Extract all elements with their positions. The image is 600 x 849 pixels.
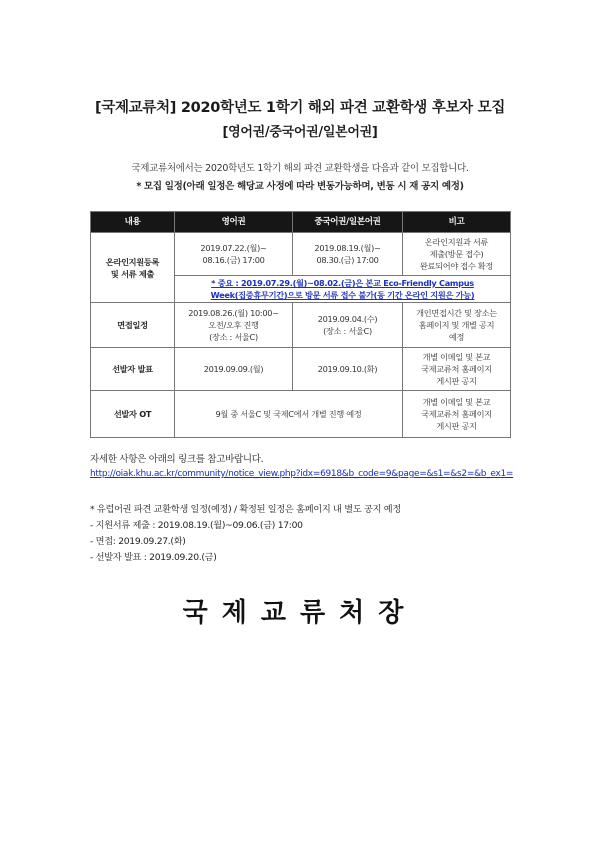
- reference-text: 자세한 사항은 아래의 링크를 참고바랍니다.: [90, 454, 264, 465]
- row-label-ot: 선발자 OT: [91, 391, 175, 438]
- europe-item-documents: - 지원서류 제출 : 2019.08.19.(월)~09.06.(금) 17:00: [90, 520, 303, 531]
- table-row-interview: [91, 303, 511, 348]
- schedule-note: * 모집 일정(아래 일정은 해당교 사정에 따라 변동가능하며, 변동 시 재 공지 예정): [136, 181, 464, 192]
- cell-cjk-application: 2019.08.19.(월)~ 08.30.(금) 17:00: [293, 233, 403, 276]
- page-title: [국제교류처] 2020학년도 1학기 해외 파견 교환학생 후보자 모집: [94, 100, 506, 116]
- cell-remark-application: 온라인지원과 서류 제출(방문 접수) 완료되어야 접수 확정: [403, 233, 511, 276]
- europe-schedule: [90, 502, 530, 566]
- europe-schedule-header: * 유럽어권 파견 교환학생 일정(예정) / 확정된 일정은 홈페이지 내 별도 공지 예정: [90, 504, 401, 515]
- header-chinese-japanese: 중국어권/일본어권: [293, 212, 403, 233]
- header-content: 내용: [91, 212, 175, 233]
- schedule-table: [90, 211, 511, 438]
- row-label-result: 선발자 발표: [91, 348, 175, 391]
- table-row-application: [91, 233, 511, 276]
- europe-item-result: - 선발자 발표 : 2019.09.20.(금): [90, 552, 217, 563]
- cell-cjk-result: 2019.09.10.(화): [293, 348, 403, 391]
- row-label-application: 온라인지원등록 및 서류 제출: [91, 233, 175, 303]
- cell-remark-interview: 개인면접시간 및 장소는 홈페이지 및 개별 공지 예정: [403, 303, 511, 348]
- table-header-row: [91, 212, 511, 233]
- table-row-result: [91, 348, 511, 391]
- row-label-interview: 면접일정: [91, 303, 175, 348]
- cell-remark-result: 개별 이메일 및 본교 국제교류처 홈페이지 게시판 공지: [403, 348, 511, 391]
- cell-english-interview: 2019.08.26.(월) 10:00~ 오전/오후 진행 (장소 : 서울C): [175, 303, 293, 348]
- table-row-ot: [91, 391, 511, 438]
- cell-english-application: 2019.07.22.(월)~ 08.16.(금) 17:00: [175, 233, 293, 276]
- cell-english-result: 2019.09.09.(월): [175, 348, 293, 391]
- header-english: 영어권: [175, 212, 293, 233]
- intro-text: 국제교류처에서는 2020학년도 1학기 해외 파견 교환학생을 다음과 같이 모집합니다.: [131, 163, 469, 174]
- header-remark: 비고: [403, 212, 511, 233]
- cell-cjk-interview: 2019.09.04.(수) (장소 : 서울C): [293, 303, 403, 348]
- europe-item-interview: - 면접: 2019.09.27.(화): [90, 536, 186, 547]
- cell-ot-merged: 9월 중 서울C 및 국제C에서 개별 진행 예정: [175, 391, 403, 438]
- notice-link[interactable]: http://oiak.khu.ac.kr/community/notice_view.php?idx=6918&b_code=9&page=&s1=&s2=&b_ex1=: [90, 469, 514, 479]
- important-notice: * 중요 : 2019.07.29.(월)~08.02.(금)은 본교 Eco-Friendly Campus Week(집중휴무기간)으로 방문 서류 접수 불가(동 기간 온라인 지원은 가능): [175, 276, 511, 303]
- page-subtitle: [영어권/중국어권/일본어권]: [222, 125, 378, 140]
- signature: 국제교류처장: [182, 598, 418, 628]
- cell-remark-ot: 개별 이메일 및 본교 국제교류처 홈페이지 게시판 공지: [403, 391, 511, 438]
